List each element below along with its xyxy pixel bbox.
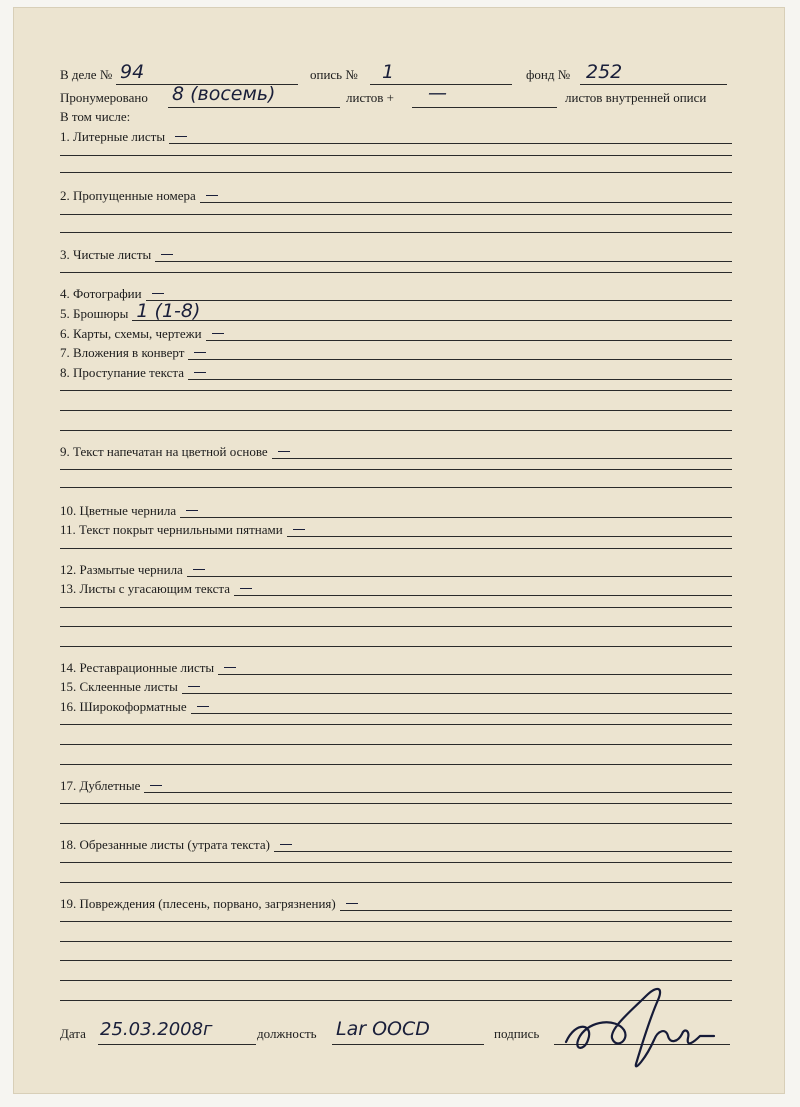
item-underline: [180, 517, 732, 518]
item-label: 2. Пропущенные номера: [60, 188, 196, 203]
item-dash-mark: [194, 372, 206, 373]
item-dash-mark: [186, 510, 198, 511]
item-label: 3. Чистые листы: [60, 247, 152, 262]
item-dash-mark: [188, 686, 200, 687]
pronum-value[interactable]: 8 (восемь): [172, 83, 276, 105]
ruled-line: [60, 430, 732, 431]
item-label: 6. Карты, схемы, чертежи: [60, 326, 202, 341]
signature-image: [554, 980, 734, 1078]
item-dash-mark: [346, 903, 358, 904]
item-underline: [287, 536, 732, 537]
item-label: 17. Дублетные: [60, 778, 141, 793]
item-underline: [274, 851, 732, 852]
ruled-line: [60, 862, 732, 863]
delo-label: В деле №: [60, 67, 113, 82]
item-underline: [188, 359, 732, 360]
item-label: 4. Фотографии: [60, 286, 142, 301]
item-dash-mark: [197, 706, 209, 707]
item-underline: [340, 910, 732, 911]
item-label: 8. Проступание текста: [60, 365, 184, 380]
ruled-line: [60, 803, 732, 804]
ruled-line: [60, 744, 732, 745]
dolzh-label: должность: [257, 1026, 317, 1041]
item-dash-mark: [278, 451, 290, 452]
ruled-line: [60, 548, 732, 549]
item-underline: [182, 693, 732, 694]
ruled-line: [60, 272, 732, 273]
ruled-line: [60, 882, 732, 883]
item-dash-mark: [161, 254, 173, 255]
item-label: 15. Склеенные листы: [60, 679, 178, 694]
item-dash-mark: [175, 136, 187, 137]
item-label: 10. Цветные чернила: [60, 503, 177, 518]
item-label: 9. Текст напечатан на цветной основе: [60, 444, 268, 459]
item-label: 13. Листы с угасающим текста: [60, 581, 231, 596]
item-label: 19. Повреждения (плесень, порвано, загрязнения): [60, 896, 336, 911]
archive-form-sheet: [14, 8, 784, 1093]
opis-label: опись №: [310, 67, 358, 82]
data-value[interactable]: 25.03.2008г: [100, 1019, 213, 1040]
item-dash-mark: [212, 333, 224, 334]
item-dash-mark: [206, 195, 218, 196]
item-label: 14. Реставрационные листы: [60, 660, 215, 675]
ruled-line: [60, 646, 732, 647]
item-label: 5. Брошюры: [60, 306, 129, 321]
ruled-line: [60, 921, 732, 922]
item-label: 1. Литерные листы: [60, 129, 166, 144]
item-dash-mark: [293, 529, 305, 530]
ruled-line: [60, 724, 732, 725]
item-label: 11. Текст покрыт чернильными пятнами: [60, 522, 283, 537]
ruled-line: [60, 214, 732, 215]
ruled-line: [60, 232, 732, 233]
item-label: 16. Широкоформатные: [60, 699, 187, 714]
listov-vnutr-label: листов внутренней описи: [565, 90, 707, 105]
listov-plus-value[interactable]: —: [428, 82, 447, 104]
item-underline: [206, 340, 732, 341]
podpis-label: подпись: [494, 1026, 540, 1041]
ruled-line: [60, 823, 732, 824]
dolzh-underline: [332, 1044, 484, 1045]
item-underline: [218, 674, 732, 675]
item-underline: [200, 202, 732, 203]
item-underline: [132, 320, 732, 321]
item-value[interactable]: 1 (1-8): [136, 300, 201, 322]
v-tom-chisle-label: В том числе:: [60, 109, 131, 124]
pronum-label: Пронумеровано: [60, 90, 148, 105]
item-dash-mark: [150, 785, 162, 786]
item-label: 12. Размытые чернила: [60, 562, 183, 577]
fond-value[interactable]: 252: [586, 61, 623, 83]
delo-value[interactable]: 94: [120, 61, 145, 83]
fond-label: фонд №: [526, 67, 571, 82]
item-label: 18. Обрезанные листы (утрата текста): [60, 837, 270, 852]
ruled-line: [60, 410, 732, 411]
item-dash-mark: [193, 569, 205, 570]
item-underline: [191, 713, 732, 714]
item-underline: [146, 300, 732, 301]
item-dash-mark: [280, 844, 292, 845]
item-underline: [272, 458, 732, 459]
ruled-line: [60, 487, 732, 488]
item-dash-mark: [194, 352, 206, 353]
ruled-line: [60, 941, 732, 942]
ruled-line: [60, 626, 732, 627]
ruled-line: [60, 607, 732, 608]
ruled-line: [60, 390, 732, 391]
ruled-line: [60, 469, 732, 470]
ruled-line: [60, 764, 732, 765]
item-underline: [155, 261, 732, 262]
opis-value[interactable]: 1: [382, 61, 395, 83]
listov-plus-label: листов +: [346, 90, 394, 105]
fond-underline: [580, 84, 727, 85]
ruled-line: [60, 155, 732, 156]
data-underline: [98, 1044, 256, 1045]
item-label: 7. Вложения в конверт: [60, 345, 185, 360]
item-dash-mark: [152, 293, 164, 294]
item-dash-mark: [224, 667, 236, 668]
item-underline: [188, 379, 732, 380]
item-underline: [187, 576, 732, 577]
item-underline: [144, 792, 732, 793]
item-underline: [234, 595, 732, 596]
dolzh-value[interactable]: Lar OOCD: [336, 1018, 430, 1040]
pronum-underline: [168, 107, 340, 108]
item-dash-mark: [240, 588, 252, 589]
item-underline: [169, 143, 732, 144]
ruled-line: [60, 172, 732, 173]
listov-plus-underline: [412, 107, 557, 108]
data-label: Дата: [60, 1026, 86, 1041]
ruled-line: [60, 960, 732, 961]
